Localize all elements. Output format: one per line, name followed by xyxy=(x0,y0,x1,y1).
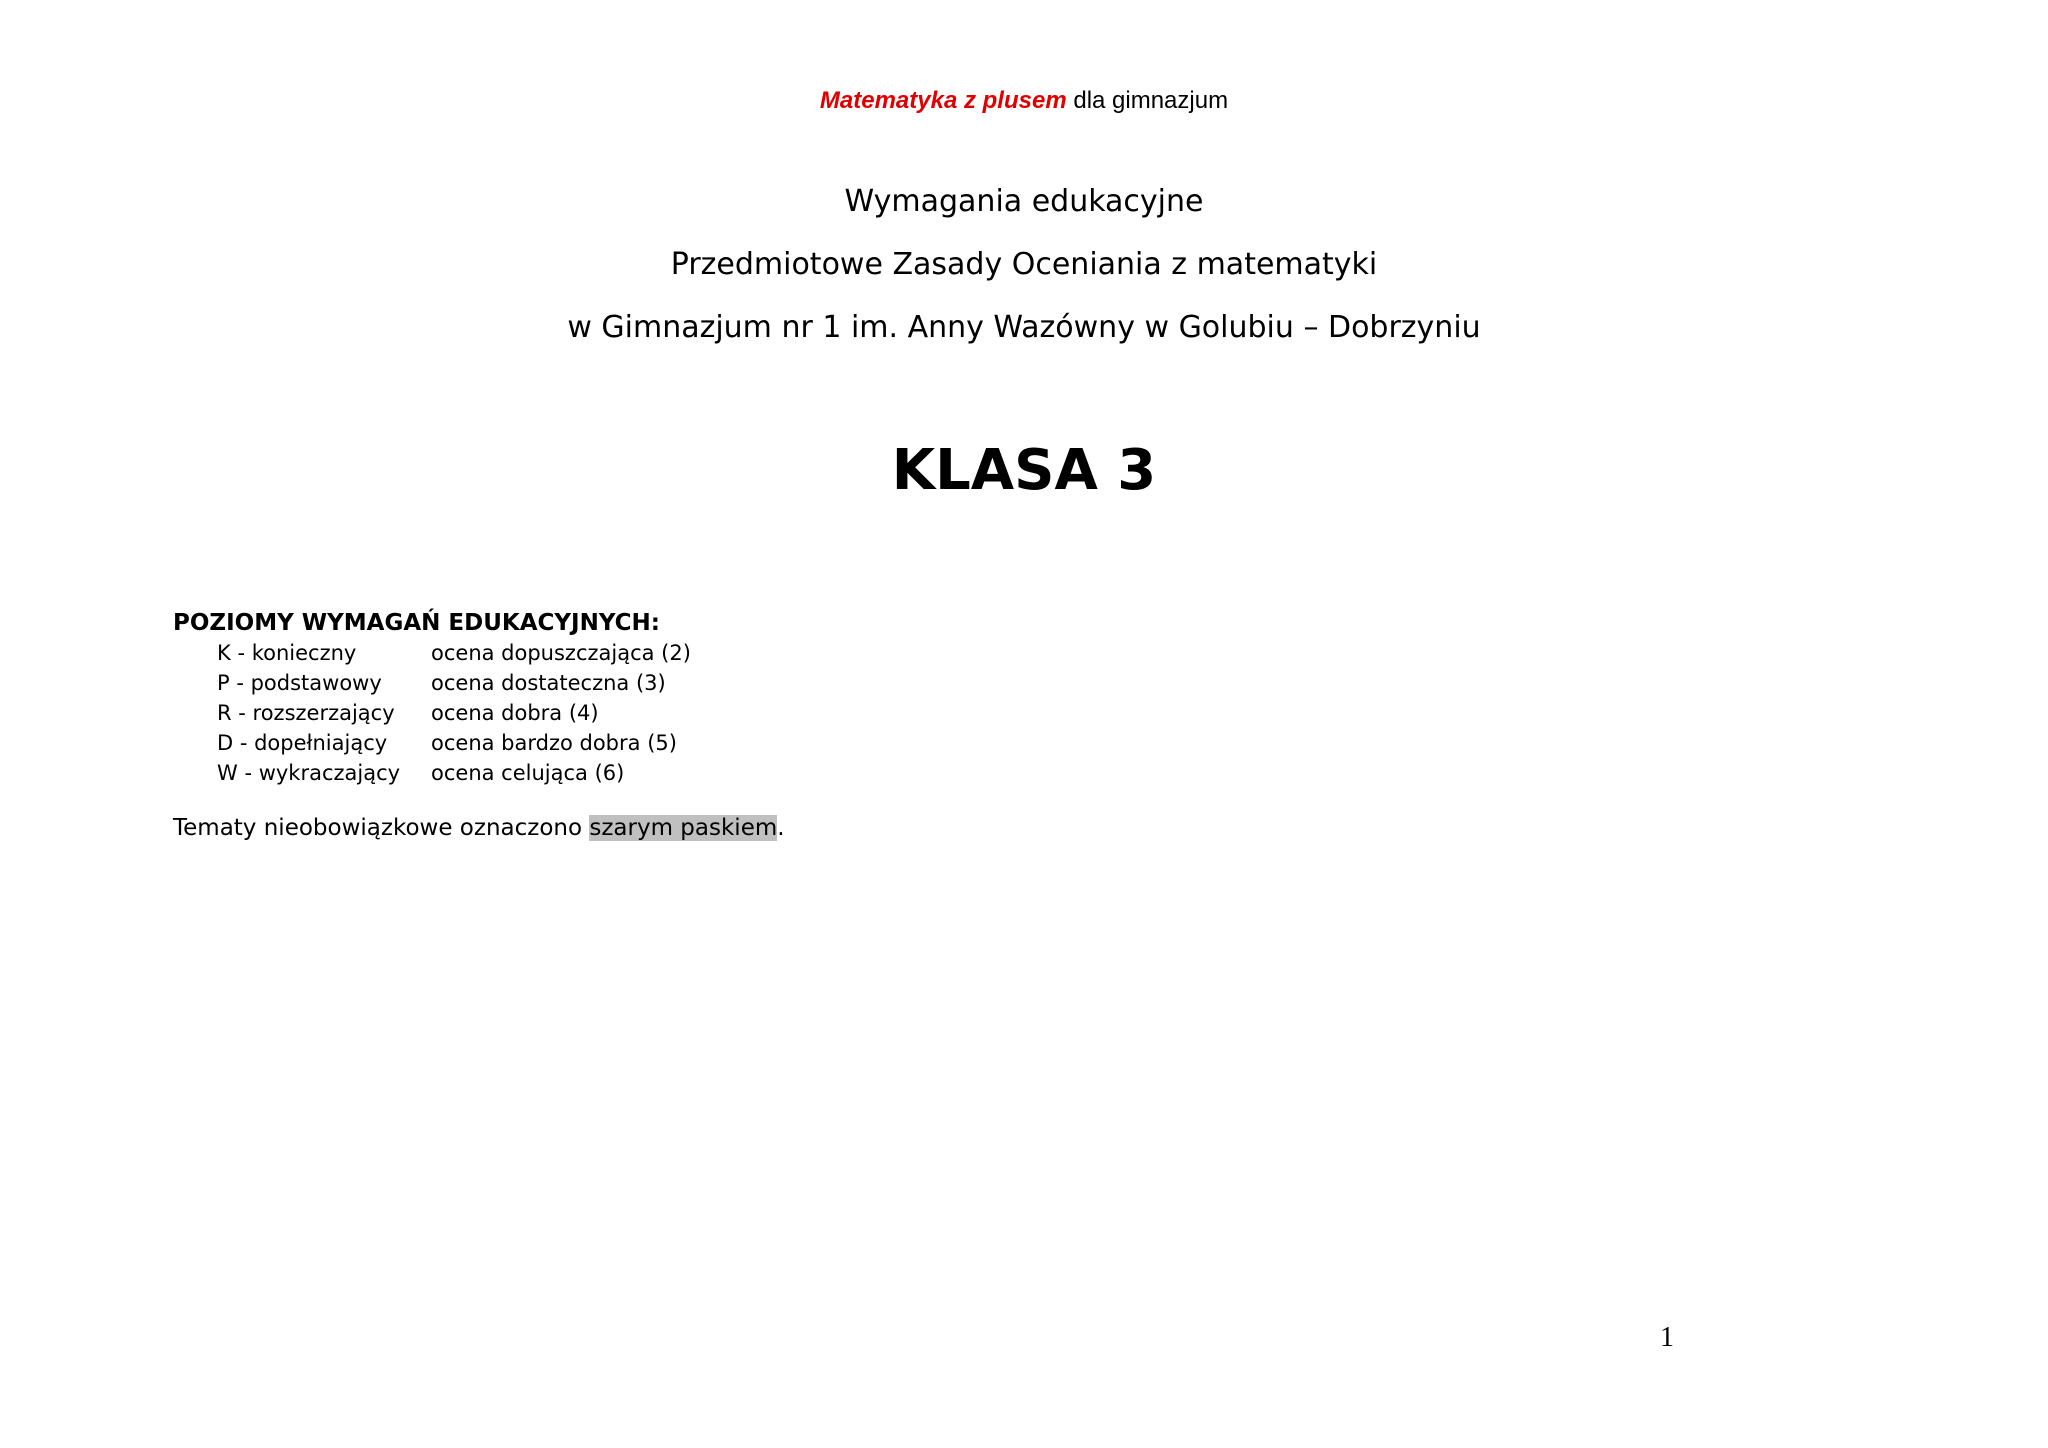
requirement-levels xyxy=(173,608,691,788)
note-highlight: szarym paskiem xyxy=(589,815,778,841)
note-text: Tematy nieobowiązkowe oznaczono xyxy=(173,815,590,841)
title-line-3: w Gimnazjum nr 1 im. Anny Wazówny w Golubiu – Dobrzyniu xyxy=(567,310,1481,345)
level-code: K - konieczny xyxy=(217,641,357,665)
level-code: R - rozszerzający xyxy=(217,701,395,725)
class-title: KLASA 3 xyxy=(891,438,1157,503)
level-code: D - dopełniający xyxy=(217,731,388,755)
page-number: 1 xyxy=(1660,1322,1674,1353)
title-line-2: Przedmiotowe Zasady Oceniania z matematyki xyxy=(670,247,1378,282)
optional-topics-note xyxy=(173,812,785,844)
level-row xyxy=(173,638,691,668)
level-grade: ocena bardzo dobra (5) xyxy=(431,731,677,755)
title-line-1: Wymagania edukacyjne xyxy=(844,184,1204,219)
header-rest: dla gimnazjum xyxy=(1066,87,1229,114)
level-code: P - podstawowy xyxy=(217,671,382,695)
level-row xyxy=(173,668,691,698)
level-grade: ocena celująca (6) xyxy=(431,761,625,785)
levels-heading: POZIOMY WYMAGAŃ EDUKACYJNYCH: xyxy=(173,610,660,636)
running-header xyxy=(0,86,2048,116)
level-grade: ocena dostateczna (3) xyxy=(431,671,666,695)
level-code: W - wykraczający xyxy=(217,761,401,785)
level-row xyxy=(173,728,691,758)
note-end: . xyxy=(777,815,785,841)
level-grade: ocena dobra (4) xyxy=(431,701,599,725)
level-row xyxy=(173,758,691,788)
level-grade: ocena dopuszczająca (2) xyxy=(431,641,691,665)
header-brand: Matematyka z plusem xyxy=(819,87,1067,114)
level-row xyxy=(173,698,691,728)
